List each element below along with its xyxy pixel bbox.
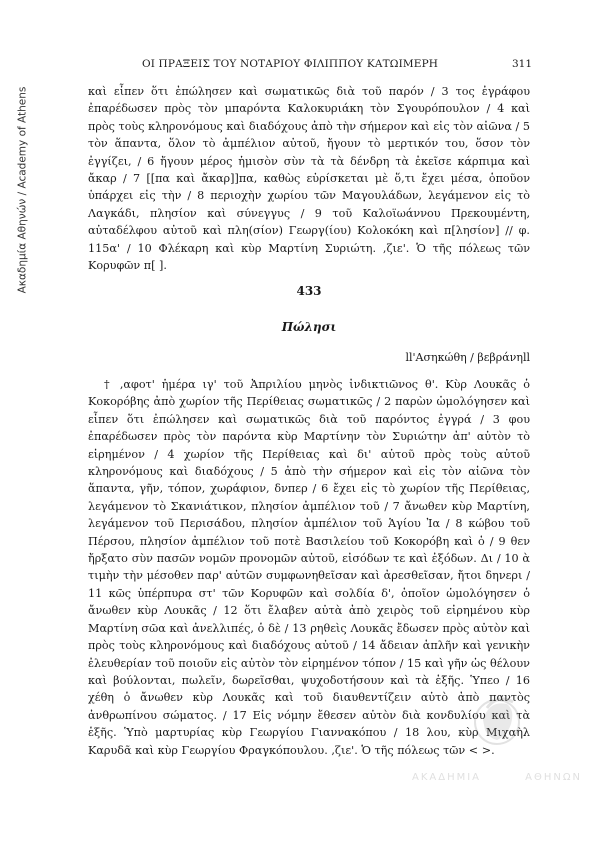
- paragraph-1-text: καὶ εἶπεν ὅτι ἐπώλησεν καὶ σωματικῶς διὰ τοῦ παρόν / 3 τος ἐγράφου ἐπαρέδωσεν πρὸς τὸν μπαρόντα Καλοκυριάκη τὸν Σγουρόπουλον / 4 καὶ πρὸς τοὺς κληρονόμους καὶ διαδόχους ἀπὸ τὴν σήμερον καὶ εἰς τὸν αἰῶνα / 5 τὸν ἅπαντα, ὅλον τὸ ἀμπέλιον αὐτοῦ, ἤγουν τὸ μερτικόν του, ὅσον τὸν ἐγγίζει, / 6 ἤγουν μέρος ἡμισὸν σὺν τὰ τὰ δένδρη τὰ ἐκεῖσε κάρπιμα καὶ ἄκαρ / 7 [[πα καὶ ἄκαρ]]πα, καθὼς εὑρίσκεται μὲ ὅ,τι ἔχει μέσα, ὁποῦον ὑπάρχει εἰς τὴν / 8 περιοχὴν χωρίου τῶν Μαγουλάδων, λεγάμενον εἰς τὸ Λαγκάδι, πλησίον καὶ σύνεγγυς / 9 τοῦ Καλοϊωάννου Πρεκουμέντη, αὐταδέλφου αὐτοῦ καὶ πλη(σίον) Γεωργ(ίου) Κολοκόκη καὶ π[λησίον] // φ. 115α' / 10 Φλέκαρη καὶ κὺρ Μαρτίνη Συριώτη. ,ζιε'. Ὁ τῆς πόλεως τῶν Κορυφῶν π[ ].: [88, 85, 530, 273]
- side-label: [8, 40, 36, 340]
- paragraph-2-text: † ,αφοτ' ἡμέρα ιγ' τοῦ Ἀπριλίου μηνὸς ἰνδικτιῶνος θ'. Κὺρ Λουκᾶς ὁ Κοκορόβης ἀπὸ χωρίον τῆς Περίθειας σωματικῶς / 2 παρὼν ὡμολόγησεν καὶ εἶπεν ὅτι ἐπώλησεν καὶ σωματικῶς διὰ τοῦ παρόντος ἐγγρά / 3 φου ἐπαρέδωσεν πρὸς τὸν παρόντα κὺρ Μαρτίνην τὸν Συριώτην ἀπ' αὐτὸν τὸ εἰρημένον / 4 χωρίον τῆς Περίθειας καὶ δι' αὐτοῦ πρὸς τοὺς αὐτοῦ κληρονόμους καὶ διαδόχους / 5 ἀπὸ τὴν σήμερον καὶ εἰς τὸν αἰῶνα τὸν ἅπαντα, γῆν, τόπον, χωράφιον, δνπερ / 6 ἔχει εἰς τὸ χωρίον τῆς Περίθειας, λεγάμενον τὸ Σκανιάτικον, πλησίον ἀμπέλιον τοῦ / 7 ἄνωθεν κὺρ Μαρτίνη, λεγάμενον τοῦ Περισάδου, πλησίον ἀμπέλιον τοῦ Ἁγίου Ἰα / 8 κώβου τοῦ Πέρσου, πλησίον ἀμπέλιον τοῦ ποτὲ Βασιλείου τοῦ Κοκορόβη καὶ ὁ / 9 θεν ἤρξατο σὺν πασῶν νομῶν προνομῶν αὐτοῦ, εἰσόδων τε καὶ ἐξόδων. Δι / 10 ὰ τιμὴν τὴν μέσοθεν παρ' αὐτῶν συμφωνηθεῖσαν καὶ ἀρεσθεῖσαν, ἤτοι δηνερι / 11 κῶς ὑπέρπυρα στ' τῶν Κορυφῶν καὶ σολδία δ', ὁποῖον ὡμολόγησεν ὁ ἄνωθεν κὺρ Λουκᾶς / 12 ὅτι ἔλαβεν αὐτὰ ἀπὸ χειρὸς τοῦ εἰρημένου κὺρ Μαρτίνη σῶα καὶ ἀνελλιπές, ὁ δὲ / 13 ρηθεὶς Λουκᾶς ἔδωσεν πρὸς αὐτὸν καὶ πρὸς τοὺς κληρονόμους καὶ διαδόχους αὐτοῦ / 14 ἄδειαν ἁπλῆν καὶ γενικὴν ἐλευθερίαν τοῦ ποιοῦν εἰς αὐτὸν τὸν εἰρημένον τόπον / 15 καὶ γῆν ὡς θέλουν καὶ βούλονται, πωλεῖν, δωρεῖσθαι, ψυχοδοτήσουν καὶ τὰ ἑξῆς. Ὑπεο / 16 χέθη ὁ ἄνωθεν κὺρ Λουκᾶς καὶ τοῦ διαυθεντίζειν αὐτὸ ἀπὸ παντὸς ἀνθρωπίνου σώματος. / 17 Εἰς νόμην ἔθεσεν αὐτὸν διὰ κονδυλίου καὶ τὰ ἑξῆς. Ὑπὸ μαρτυρίας κὺρ Γεωργίου Γιαννακόπου / 18 λου, κὺρ Μιχαὴλ Καρυδᾶ καὶ κὺρ Γεωργίου Φραγκόπουλου. ,ζιε'. Ὁ τῆς πόλεως τῶν < >.: [88, 378, 530, 757]
- page-header: [88, 58, 532, 76]
- document-number: 433: [296, 284, 322, 298]
- document-title: Πώλησι: [281, 320, 337, 334]
- paragraph-1: [88, 83, 530, 274]
- watermark-right: ΑΘΗΝΩΝ: [525, 772, 582, 783]
- side-label-text: Ακαδημία Αθηνών / Academy of Athens: [16, 86, 29, 294]
- document-note: ll'Ασηκώθη / βεβράνηll: [405, 351, 530, 364]
- watermark-left: ΑΚΑΔΗΜΙΑ: [412, 772, 482, 783]
- page-number: 311: [511, 58, 532, 70]
- running-head: ΟΙ ΠΡΑΞΕΙΣ ΤΟΥ ΝΟΤΑΡΙΟΥ ΦΙΛΙΠΠΟΥ ΚΑΤΩΙΜΕΡΗ: [142, 58, 439, 70]
- watermark-text: [412, 772, 582, 783]
- academy-watermark: [412, 690, 582, 800]
- athena-head-icon: [467, 690, 527, 760]
